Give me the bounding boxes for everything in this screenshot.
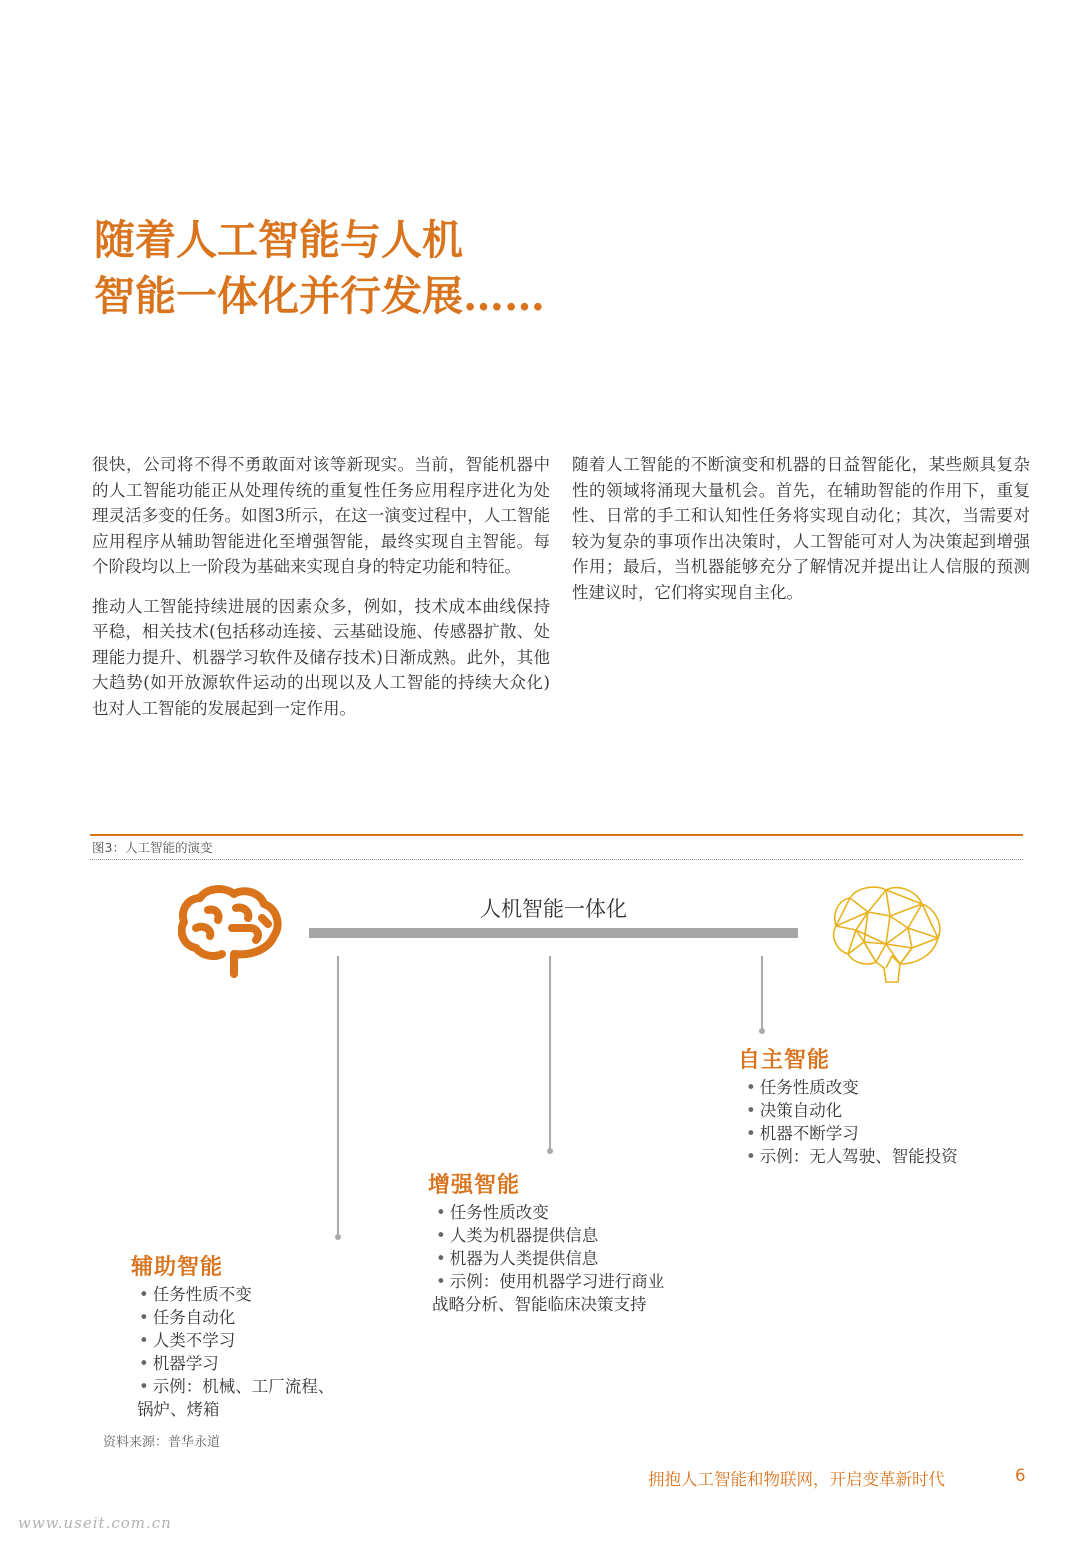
bullet: • bbox=[436, 1272, 446, 1291]
list-item bbox=[139, 1375, 334, 1398]
list-item-continuation: 战略分析、智能临床决策支持 bbox=[432, 1295, 647, 1314]
heading-line-1: 随着人工智能与人机 bbox=[94, 216, 463, 264]
bullet: • bbox=[746, 1101, 756, 1120]
stage-title: 增强智能 bbox=[428, 1173, 521, 1198]
list-item-text: 示例：使用机器学习进行商业 bbox=[449, 1272, 665, 1291]
body-paragraph: 推动人工智能持续进展的因素众多，例如，技术成本曲线保持平稳，相关技术(包括移动连接、云基础设施、传感器扩散、处理能力提升、机器学习软件及储存技术)日渐成熟。此外，其他大趋势(如开放源软件运动的出现以及人工智能的持续大众化)也对人工智能的发展起到一定作用。 bbox=[92, 596, 550, 718]
stage-list bbox=[746, 1076, 958, 1168]
list-item-text: 示例：机械、工厂流程、 bbox=[152, 1377, 335, 1396]
stage-title: 自主智能 bbox=[738, 1048, 831, 1073]
page-heading bbox=[94, 212, 654, 324]
bullet: • bbox=[139, 1308, 149, 1327]
network-brain-icon bbox=[828, 882, 946, 986]
heading-line-2: 智能一体化并行发展…… bbox=[94, 272, 545, 320]
list-item-text: 机器为人类提供信息 bbox=[449, 1249, 599, 1268]
integration-bar-label: 人机智能一体化 bbox=[480, 897, 627, 921]
list-item bbox=[436, 1270, 664, 1293]
footer-title: 拥抱人工智能和物联网，开启变革新时代 bbox=[648, 1470, 945, 1489]
stage-list bbox=[432, 1201, 665, 1316]
connector-line bbox=[337, 956, 339, 1236]
list-item bbox=[436, 1201, 664, 1224]
list-item-continuation: 锅炉、烤箱 bbox=[137, 1400, 220, 1419]
stage-list bbox=[139, 1283, 334, 1421]
bullet: • bbox=[436, 1226, 446, 1245]
list-item-text: 任务性质改变 bbox=[449, 1203, 549, 1222]
list-item-text: 人类为机器提供信息 bbox=[449, 1226, 599, 1245]
integration-bar bbox=[309, 928, 798, 938]
list-item-text: 机器不断学习 bbox=[759, 1124, 859, 1143]
stage-assisted bbox=[131, 1250, 334, 1421]
page-number: 6 bbox=[1015, 1466, 1026, 1485]
stage-title: 辅助智能 bbox=[131, 1255, 224, 1280]
body-column-left bbox=[92, 452, 550, 721]
body-paragraph: 随着人工智能的不断演变和机器的日益智能化，某些颇具复杂性的领域将涌现大量机会。首先，在辅助智能的作用下，重复性、日常的手工和认知性任务将实现自动化；其次，当需要对较为复杂的事项作出决策时，人工智能可对人为决策起到增强作用；最后，当机器能够充分了解情况并提出让人信服的预测性建议时，它们将实现自主化。 bbox=[572, 455, 1030, 602]
connector-line bbox=[549, 956, 551, 1150]
bullet: • bbox=[139, 1354, 149, 1373]
bullet: • bbox=[746, 1147, 756, 1166]
figure-source: 资料来源：普华永道 bbox=[103, 1435, 221, 1450]
watermark: www.useit.com.cn bbox=[18, 1514, 172, 1532]
list-item-text: 任务性质不变 bbox=[152, 1285, 252, 1304]
body-paragraph: 很快，公司将不得不勇敢面对该等新现实。当前，智能机器中的人工智能功能正从处理传统的重复性任务应用程序进化为处理灵活多变的任务。如图3所示，在这一演变过程中，人工智能应用程序从辅助智能进化至增强智能，最终实现自主智能。每个阶段均以上一阶段为基础来实现自身的特定功能和特征。 bbox=[92, 455, 550, 576]
body-column-right bbox=[572, 452, 1030, 605]
list-item bbox=[139, 1352, 334, 1375]
list-item-text: 机器学习 bbox=[152, 1354, 219, 1373]
bullet: • bbox=[436, 1249, 446, 1268]
bullet: • bbox=[139, 1331, 149, 1350]
bullet: • bbox=[139, 1285, 149, 1304]
list-item bbox=[436, 1247, 664, 1270]
list-item bbox=[746, 1122, 958, 1145]
stage-autonomous bbox=[738, 1043, 958, 1168]
connector-line bbox=[761, 956, 763, 1030]
list-item bbox=[139, 1306, 334, 1329]
stage-augmented bbox=[428, 1168, 664, 1316]
bullet: • bbox=[436, 1203, 446, 1222]
figure-caption: 图3：人工智能的演变 bbox=[92, 840, 213, 855]
connector-dot bbox=[759, 1028, 765, 1034]
list-item bbox=[746, 1099, 958, 1122]
list-item bbox=[436, 1224, 664, 1247]
bullet: • bbox=[746, 1078, 756, 1097]
figure-top-rule bbox=[90, 834, 1023, 836]
connector-dot bbox=[335, 1234, 341, 1240]
bullet: • bbox=[746, 1124, 756, 1143]
brain-icon bbox=[178, 884, 284, 980]
connector-dot bbox=[547, 1148, 553, 1154]
list-item bbox=[139, 1329, 334, 1352]
list-item-text: 任务性质改变 bbox=[759, 1078, 859, 1097]
list-item-text: 示例：无人驾驶、智能投资 bbox=[759, 1147, 958, 1166]
list-item-text: 任务自动化 bbox=[152, 1308, 236, 1327]
list-item-text: 人类不学习 bbox=[152, 1331, 236, 1350]
list-item bbox=[139, 1283, 334, 1306]
list-item-text: 决策自动化 bbox=[759, 1101, 843, 1120]
list-item bbox=[746, 1076, 958, 1099]
bullet: • bbox=[139, 1377, 149, 1396]
list-item bbox=[746, 1145, 958, 1168]
figure-dotted-divider bbox=[90, 859, 1023, 860]
